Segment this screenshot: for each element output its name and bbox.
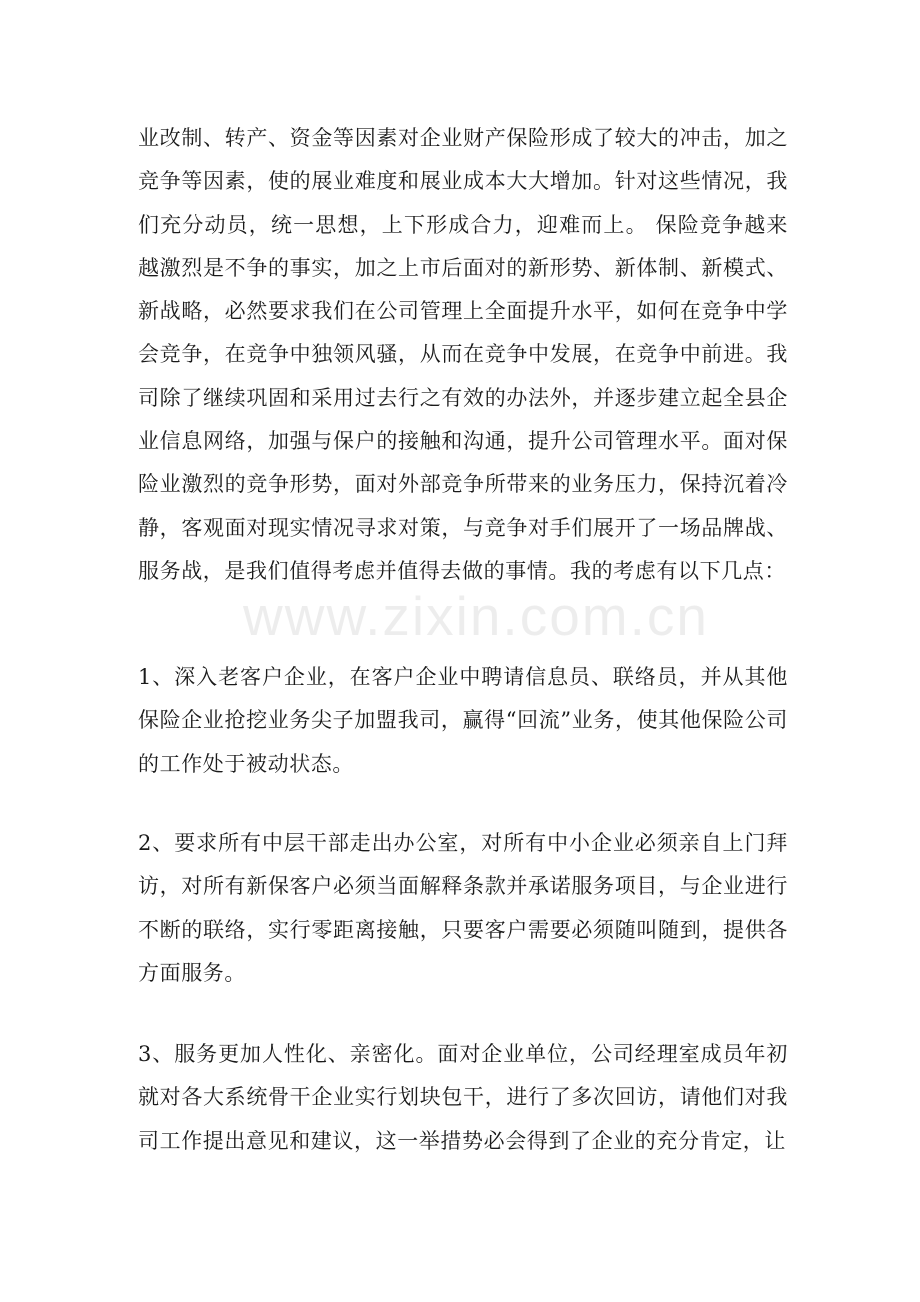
paragraph-text: 1、深入老客户企业，在客户企业中聘请信息员、联络员，并从其他保险企业抢挖业务尖子加盟我司，赢得“回流”业务，使其他保险公司的工作处于被动状态。 bbox=[138, 665, 788, 776]
paragraph-text: 2、要求所有中层干部走出办公室，对所有中小企业必须亲自上门拜访，对所有新保客户必须当面解释条款并承诺服务项目，与企业进行不断的联络，实行零距离接触，只要客户需要必须随叫随到，提供各方面服务。 bbox=[138, 831, 788, 985]
paragraph-point-2 bbox=[138, 822, 788, 995]
paragraph-text: 3、服务更加人性化、亲密化。面对企业单位，公司经理室成员年初就对各大系统骨干企业实行划块包干，进行了多次回访，请他们对我司工作提出意见和建议，这一举措势必会得到了企业的充分肯定，让 bbox=[138, 1042, 788, 1153]
paragraph-text: 业改制、转产、资金等因素对企业财产保险形成了较大的冲击，加之竞争等因素，使的展业难度和展业成本大大增加。针对这些情况，我们充分动员，统一思想，上下形成合力，迎难而上。 保险竞争越来越激烈是不争的事实，加之上市后面对的新形势、新体制、新模式、新战略，必然要求我们在公司管理上全面提升水平，如何在竞争中学会竞争，在竞争中独领风骚，从而在竞争中发展，在竞争中前进。我司除了继续巩固和采用过去行之有效的办法外，并逐步建立起全县企业信息网络，加强与保户的接触和沟通，提升公司管理水平。面对保险业激烈的竞争形势，面对外部竞争所带来的业务压力，保持沉着冷静，客观面对现实情况寻求对策，与竞争对手们展开了一场品牌战、服务战，是我们值得考虑并值得去做的事情。我的考虑有以下几点： bbox=[138, 126, 788, 583]
paragraph-point-1 bbox=[138, 656, 788, 786]
paragraph-intro bbox=[138, 117, 788, 593]
watermark: www.zixin.com.cn bbox=[243, 585, 709, 647]
paragraph-point-3 bbox=[138, 1033, 788, 1163]
